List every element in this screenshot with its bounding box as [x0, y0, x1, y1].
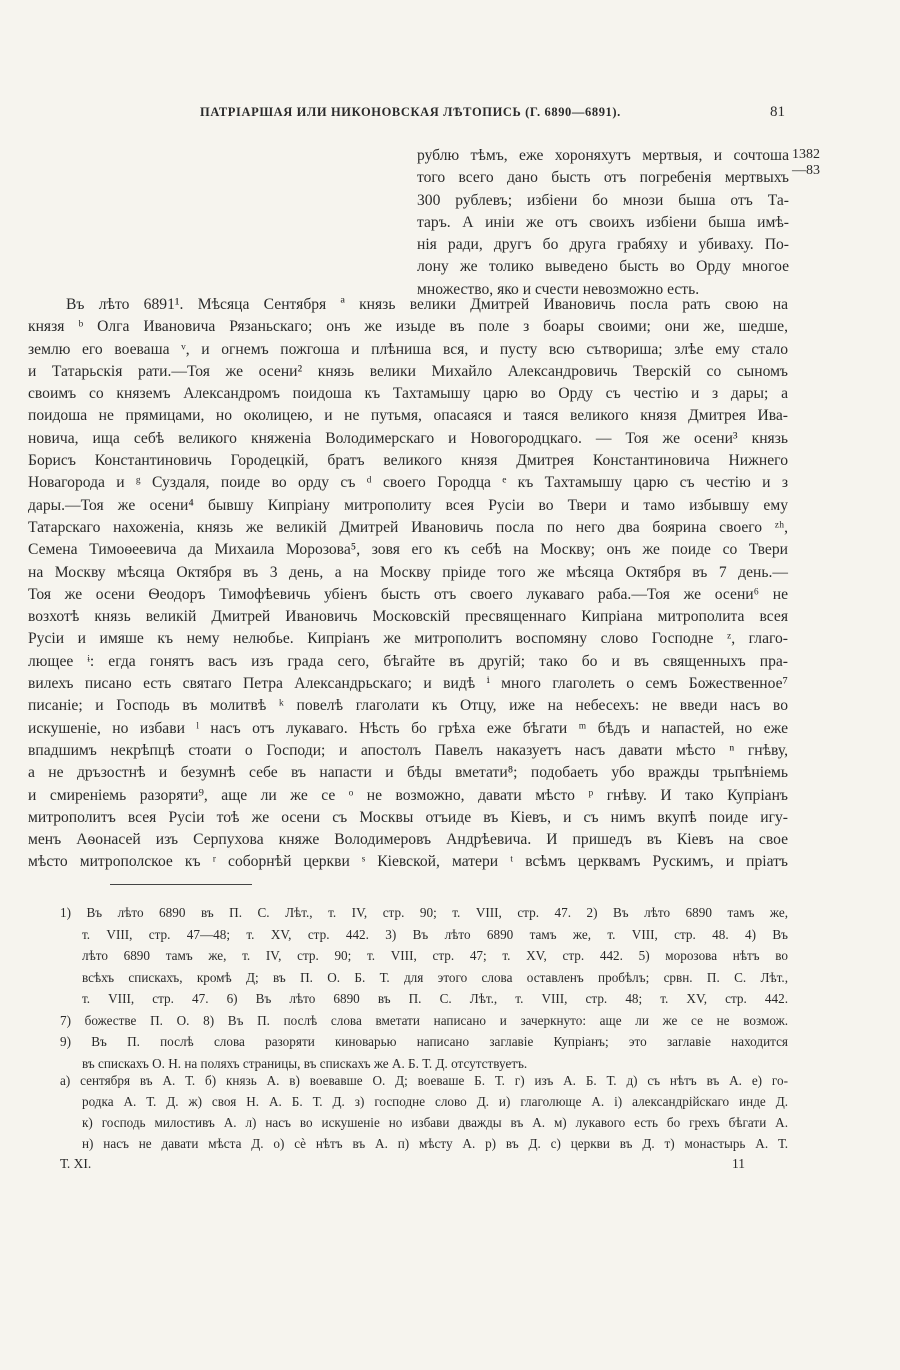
- text-line: поидоша не прямицами, но околицею, и не путьмя, опасаяся и таяся великого князя Дмитрея Ива-: [28, 407, 788, 425]
- text-line: нія ради, другъ бо друга грабяху и убиваху. По-: [417, 236, 789, 254]
- text-line: 300 рублевъ; избіени бо мнози быша отъ Та-: [417, 191, 789, 209]
- text-line: Русіи и имяше къ нему нелюбье. Кипріанъ же митрополитъ воспомяну слово Господне ᶻ, глаго-: [28, 630, 788, 648]
- text-line: писаніе; и Господь въ молитвѣ ᵏ повелѣ глаголати къ Отцу, иже на небесехъ: не введи насъ во: [28, 697, 788, 715]
- text-line: Новагорода и ᵍ Суздаля, поиде во орду съ ᵈ своего Городца ᵉ къ Тахтамышу царю съ честію и з: [28, 474, 788, 492]
- text-line: лющее ᶤ: егда гонятъ васъ изъ града сего, бѣгайте въ другій; тако бо и въ священныхъ пра-: [28, 652, 788, 670]
- variant-line: к) господь милостивъ А. л) насъ во искушеніе но избави дважды въ А. м) лукавого есть бо грехъ бѣгати А.: [82, 1115, 788, 1130]
- variant-line: а) сентября въ А. Т. б) князь А. в) воевавше О. Д; воеваше Б. Т. г) изъ А. Б. Т. д) съ нѣтъ въ А. е) го-: [60, 1073, 788, 1088]
- margin-year-top: 1382: [792, 147, 820, 162]
- text-line: и смиреніемь разоряти⁹, аще ли же се ᵒ не возможно, давати мѣсто ᵖ гнѣву. И тако Купріанъ: [28, 786, 788, 804]
- footnote-line: т. VIII, стр. 47. 6) Въ лѣто 6890 въ П. С. Лѣт., т. VIII, стр. 48; т. XV, стр. 442.: [82, 991, 788, 1006]
- footnote-line: т. VIII, стр. 47—48; т. XV, стр. 442. 3) Въ лѣто 6890 тамъ же, т. VIII, стр. 48. 4) Въ: [82, 926, 788, 942]
- text-line: митрополитъ всея Русіи тоѣ же осени съ Москвы отъиде въ Кіевъ, и съ нимъ вкупѣ поиде игу-: [28, 808, 788, 826]
- footnote-line: въ спискахъ О. Н. на поляхъ страницы, въ спискахъ же А. Б. Т. Д. отсутствуетъ.: [82, 1055, 528, 1071]
- footnote-line: 7) божестве П. О. 8) Въ П. послѣ слова вметати написано и зачеркнуто: аще ли же се не возмож.: [60, 1012, 788, 1028]
- text-line: того всего дано бысть отъ погребенія мертвыхъ: [417, 169, 789, 187]
- text-line: множество, яко и счести невозможно есть.: [417, 280, 700, 298]
- text-line: мѣсто митрополское къ ʳ соборнѣй церкви ˢ Кіевской, матери ᵗ всѣмъ церквамъ Рускимъ, и пріатъ: [28, 853, 788, 871]
- footnote-line: всѣхъ спискахъ, кромѣ Д; въ П. О. Б. Т. для этого слова оставленъ пробѣлъ; срвн. П. С. Лѣт.,: [82, 969, 788, 985]
- variant-line: н) насъ не давати мѣста Д. о) сѐ нѣтъ въ А. п) мѣсту А. р) въ Д. с) церкви въ Д. т) монастырь А. Т.: [82, 1136, 788, 1151]
- text-line: искушеніе, но избави ˡ насъ отъ лукаваго. Нѣсть бо грѣха еже бѣгати ᵐ бѣдъ и напастей, но еже: [28, 719, 788, 737]
- continuation-paragraph: [417, 145, 789, 301]
- text-line: лону же толико выведено бысть во Орду многое: [417, 258, 789, 276]
- text-line: а не дръзостнѣ и безумнѣ себе въ напасти и бѣды вметати⁸; подобаеть убо вражды трьпѣніемь: [28, 764, 788, 782]
- running-head: ПАТРІАРШАЯ ИЛИ НИКОНОВСКАЯ ЛѢТОПИСЬ (Г. 6890—6891).: [200, 105, 621, 119]
- chronicle-text: [28, 294, 788, 874]
- margin-year-bottom: —83: [792, 163, 820, 178]
- footnote-line: 9) Въ П. послѣ слова разоряти киноварью написано заглавіе Купріанъ; это заглавіе находится: [60, 1034, 788, 1049]
- variant-line: родка А. Т. Д. ж) своя Н. А. Б. Т. Д. з) господне слово Д. и) глаголюще А. і) александрійскаго инде Д.: [82, 1094, 788, 1109]
- text-line: таръ. А иніи же отъ своихъ избіени быша имѣ-: [417, 213, 789, 231]
- text-line: Татарскаго нахоженіа, князь же великій Дмитрей Ивановичь посла по него два боярина своего ᶻʰ,: [28, 518, 788, 536]
- footnote-line: лѣто 6890 тамъ же, т. IV, стр. 90; т. VIII, стр. 47; т. XV, стр. 442. 5) морозова нѣтъ во: [82, 948, 788, 963]
- signature-mark: Т. XI.: [60, 1156, 92, 1171]
- text-line: и Татарьскія рати.—Тоя же осени² князь велики Михайло Александровичь Тверскій со сыномъ: [28, 362, 788, 380]
- text-line: Тоя же осени Ѳеодоръ Тимофѣевичь убіенъ бысть отъ своего лукаваго раба.—Тоя же осени⁶ не: [28, 585, 788, 603]
- text-line: князя ᵇ Олга Ивановича Рязаньскаго; онъ же изыде въ поле з боары своими; они же, шедше,: [28, 318, 788, 336]
- text-line: землю его воеваша ᵛ, и огнемъ пожгоша и плѣниша вся, и пусту всю сътвориша; злѣе ему стало: [28, 340, 788, 358]
- text-line: вилехъ писано есть святаго Петра Александрьскаго; и видѣ ⁱ много глаголеть о семъ Божественное⁷: [28, 675, 788, 693]
- text-line: дары.—Тоя же осени⁴ бывшу Кипріану митрополиту всея Русіи во Твери и тамо избывшу ему: [28, 496, 788, 514]
- text-line: менъ Аѳонасей изъ Серпухова княже Володимеровъ Андрѣевича. И пришедъ въ Кіевъ на свое: [28, 831, 788, 849]
- text-line: возхотѣ князь великій Дмитрей Ивановичь Московскій пресвященнаго Кипріана митрополита всея: [28, 608, 788, 626]
- text-line: рублю тѣмъ, еже хороняхутъ мертвыя, и сочтоша: [417, 147, 789, 164]
- text-line: Борисъ Константиновичь Городецкій, братъ великого князя Дмитрея Константиновича Нижнего: [28, 452, 788, 470]
- text-line: на Москву мѣсяца Октября въ 3 день, а на Москву пріиде того же мѣсяца Октября въ 7 день.—: [28, 563, 788, 581]
- footnote-divider: [110, 884, 252, 885]
- text-line: впадшимъ некрѣпцѣ стоати о Господи; и апостолъ Павелъ наказуетъ насъ давати мѣсто ⁿ гнѣву,: [28, 741, 788, 759]
- footnote-line: 1) Въ лѣто 6890 въ П. С. Лѣт., т. IV, стр. 90; т. VIII, стр. 47. 2) Въ лѣто 6890 тамъ же,: [60, 905, 788, 920]
- margin-year-note: [792, 147, 820, 179]
- variant-readings: [60, 1070, 788, 1154]
- text-line: Въ лѣто 6891¹. Мѣсяца Сентября ª князь велики Дмитрей Ивановичь посла рать свою на: [66, 296, 788, 313]
- text-line: своимъ со княземъ Александромъ поидоша къ Тахтамышу царю во Орду съ честію и з дары; а: [28, 385, 788, 403]
- page-number: 81: [770, 104, 785, 120]
- text-line: Семена Тимоѳеевича да Михаила Морозова⁵, зовя его къ себѣ на Москву; онъ же поиде со Твери: [28, 541, 788, 559]
- sheet-number: 11: [732, 1156, 745, 1171]
- text-line: новича, ища себѣ великого княженіа Володимерскаго и Новогородцкаго. — Тоя же осени³ князь: [28, 429, 788, 447]
- footnotes: [60, 902, 788, 1074]
